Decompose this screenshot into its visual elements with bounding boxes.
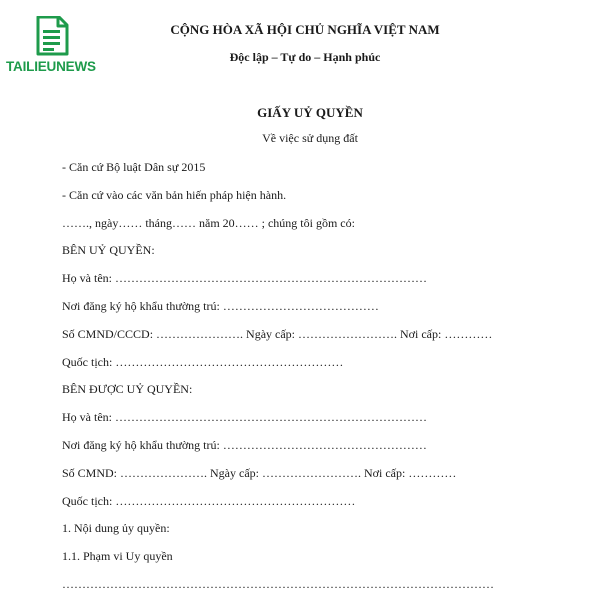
grantee-id-field: Số CMND: …………………. Ngày cấp: ……………………. Nơi cấp: ………… <box>62 466 457 480</box>
document-subtitle: Về việc sử dụng đất <box>262 131 358 145</box>
date-line: ……., ngày…… tháng…… năm 20…… ; chúng tôi gồm có: <box>62 216 355 230</box>
authorization-scope-heading: 1.1. Phạm vi Uy quyền <box>62 549 173 563</box>
grantor-residence-field: Nơi đăng ký hộ khẩu thường trú: ………………………………… <box>62 299 379 313</box>
grantor-nationality-field: Quốc tịch: ………………………………………………… <box>62 355 344 369</box>
tailieunews-logo[interactable] <box>6 14 98 76</box>
grantee-residence-field: Nơi đăng ký hộ khẩu thường trú: …………………………………………… <box>62 438 427 452</box>
basis-legal-documents: - Căn cứ vào các văn bản hiến pháp hiện hành. <box>62 188 287 202</box>
grantee-name-field: Họ và tên: …………………………………………………………………… <box>62 410 427 424</box>
country-heading: CỘNG HÒA XÃ HỘI CHỦ NGHĨA VIỆT NAM <box>170 22 440 37</box>
document-title: GIẤY UỶ QUYỀN <box>257 105 363 120</box>
document-icon <box>35 16 69 56</box>
logo-text: TAILIEUNEWS <box>6 59 96 74</box>
grantor-id-field: Số CMND/CCCD: …………………. Ngày cấp: ……………………. Nơi cấp: ………… <box>62 327 493 341</box>
scope-blank-line: ……………………………………………………………………………………………… <box>62 577 494 591</box>
authorization-content-heading: 1. Nội dung ủy quyền: <box>62 521 170 535</box>
grantor-heading: BÊN UỶ QUYỀN: <box>62 243 155 257</box>
grantor-name-field: Họ và tên: …………………………………………………………………… <box>62 271 427 285</box>
basis-civil-code: - Căn cứ Bộ luật Dân sự 2015 <box>62 160 206 174</box>
grantee-nationality-field: Quốc tịch: …………………………………………………… <box>62 494 356 508</box>
grantee-heading: BÊN ĐƯỢC UỶ QUYỀN: <box>62 382 193 396</box>
motto-heading: Độc lập – Tự do – Hạnh phúc <box>229 50 381 64</box>
